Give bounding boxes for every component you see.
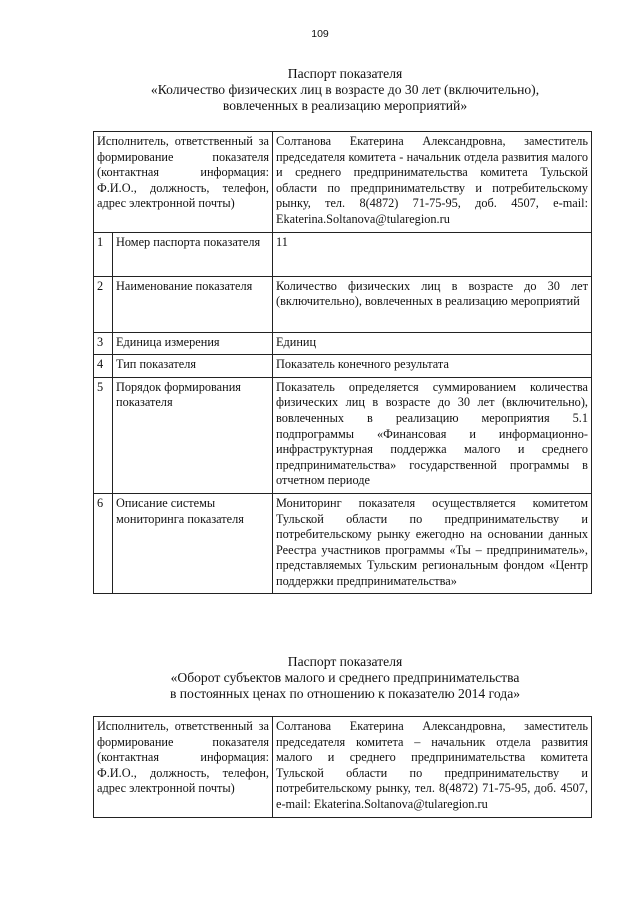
row-number: 4 (94, 355, 113, 378)
table-row (94, 377, 592, 493)
passport-1-title-line: Паспорт показателя (287, 66, 403, 81)
row-number: 1 (94, 232, 113, 276)
row-label: Тип показателя (113, 355, 273, 378)
row-number: 3 (94, 332, 113, 355)
row-value: Количество физических лиц в возрасте до 30 лет (включительно), вовлеченных в реализацию мероприятий (273, 276, 592, 332)
passport-2-title-line: Паспорт показателя (287, 654, 403, 669)
row-value: 11 (273, 232, 592, 276)
table-row (94, 276, 592, 332)
passport-2-title (100, 654, 590, 702)
row-label: Единица измерения (113, 332, 273, 355)
executor-label: Исполнитель, ответственный за формирование показателя (контактная информация: Ф.И.О., должность, телефон, адрес электронной почты) (94, 132, 273, 233)
passport-1-title-line: вовлеченных в реализацию мероприятий» (222, 98, 468, 113)
passport-2-table (93, 716, 592, 818)
row-label: Описание системы мониторинга показателя (113, 493, 273, 594)
executor-value: Солтанова Екатерина Александровна, заместитель председателя комитета - начальник отдела развития малого и среднего предпринимательства комитета Тульской области по предпринимательству и потребительскому рынку, тел. 8(4872) 71-75-95, доб. 4507, e-mail: Ekaterina.Soltanova@tularegion.ru (273, 132, 592, 233)
page-number: 109 (311, 28, 329, 40)
executor-label: Исполнитель, ответственный за формирование показателя (контактная информация: Ф.И.О., должность, телефон, адрес электронной почты) (94, 717, 273, 818)
row-value: Мониторинг показателя осуществляется комитетом Тульской области по предпринимательству и потребительскому рынку ежегодно на основании данных Реестра участников программы «Ты – предприниматель», представляемых Тульским региональным фондом «Центр поддержки предпринимательства» (273, 493, 592, 594)
passport-1-title (100, 66, 590, 114)
row-value: Показатель конечного результата (273, 355, 592, 378)
passport-2-title-line: «Оборот субъектов малого и среднего предпринимательства (170, 670, 520, 685)
row-value: Показатель определяется суммированием количества физических лиц в возрасте до 30 лет (включительно), вовлеченных в реализацию мероприятия 5.1 подпрограммы «Финансовая и информационно-инфраструктурная поддержка малого и среднего предпринимательства» государственной программы в отчетном периоде (273, 377, 592, 493)
row-number: 6 (94, 493, 113, 594)
table-row (94, 132, 592, 233)
row-number: 2 (94, 276, 113, 332)
row-value: Единиц (273, 332, 592, 355)
passport-1-table (93, 131, 592, 594)
row-number: 5 (94, 377, 113, 493)
table-row (94, 717, 592, 818)
table-row (94, 493, 592, 594)
passport-1-title-line: «Количество физических лиц в возрасте до 30 лет (включительно), (150, 82, 540, 97)
row-label: Наименование показателя (113, 276, 273, 332)
row-label: Номер паспорта показателя (113, 232, 273, 276)
table-row (94, 332, 592, 355)
executor-value: Солтанова Екатерина Александровна, заместитель председателя комитета – начальник отдела развития малого и среднего предпринимательства комитета Тульской области по предпринимательству и потребительскому рынку, тел. 8(4872) 71-75-95, доб. 4507, e-mail: Ekaterina.Soltanova@tularegion.ru (273, 717, 592, 818)
row-label: Порядок формирования показателя (113, 377, 273, 493)
table-row (94, 232, 592, 276)
table-row (94, 355, 592, 378)
passport-2-title-line: в постоянных ценах по отношению к показателю 2014 года» (169, 686, 521, 701)
